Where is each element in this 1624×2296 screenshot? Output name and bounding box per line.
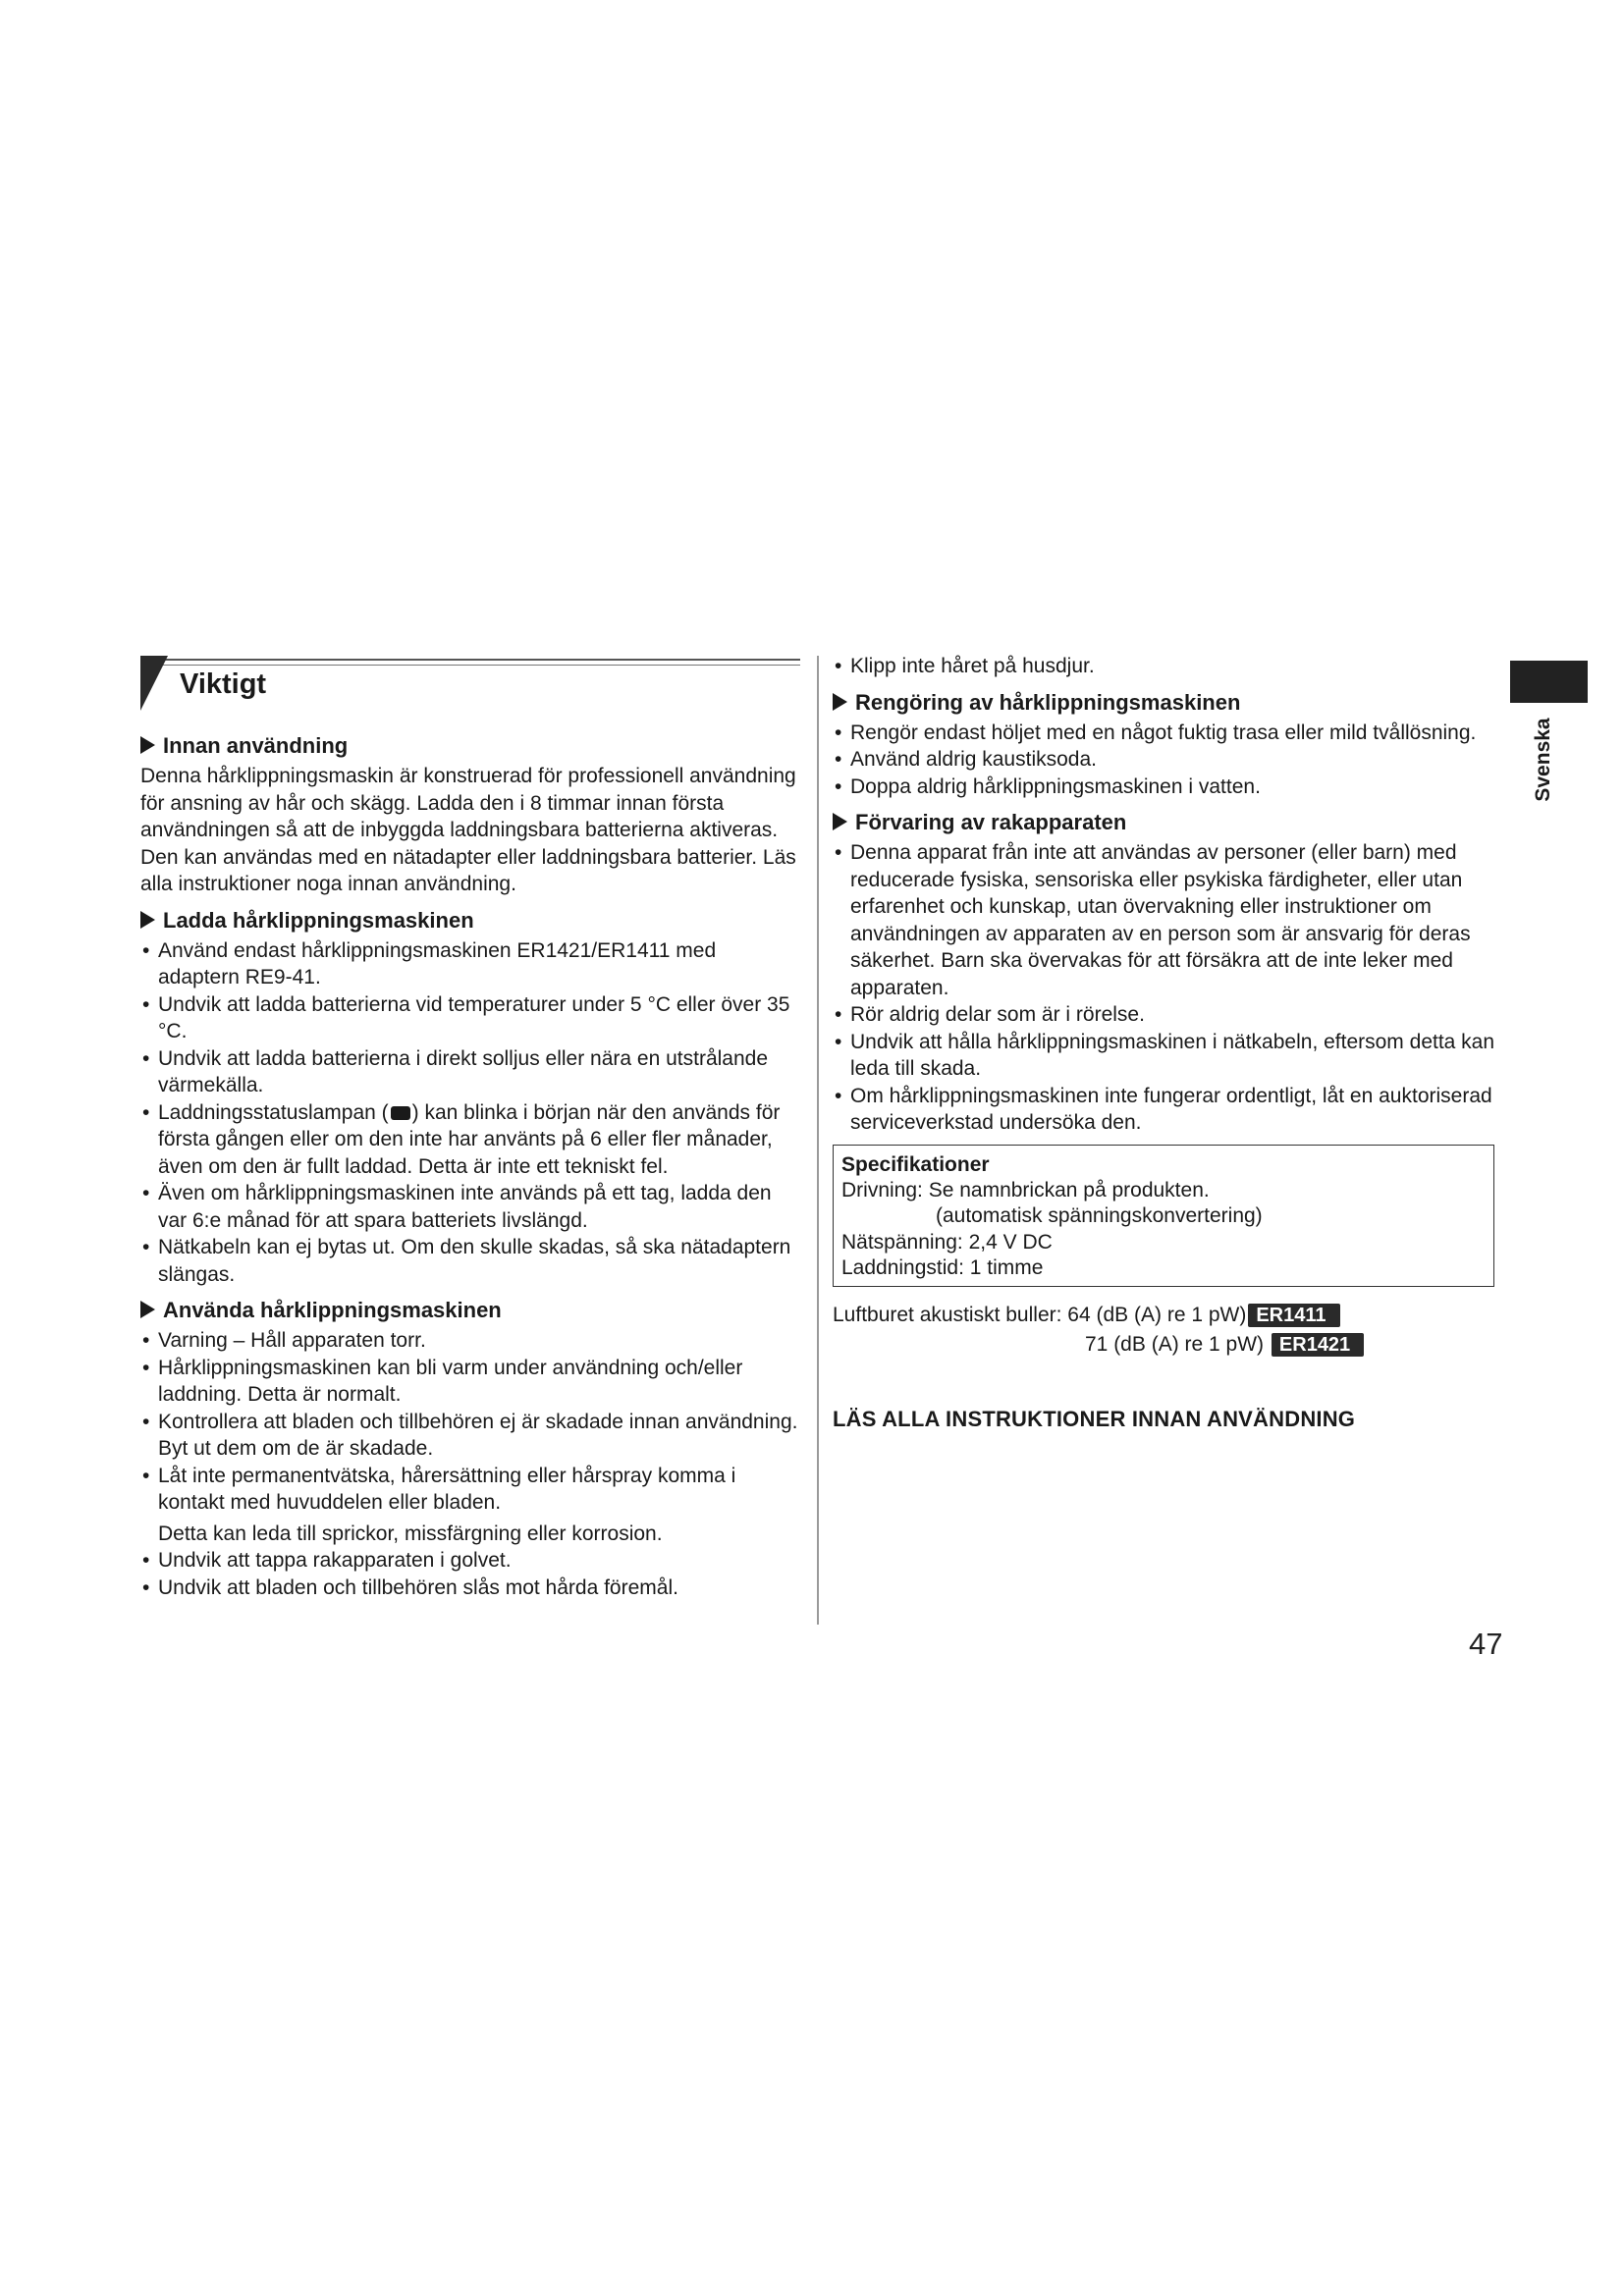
model-badge: ER1411 bbox=[1248, 1304, 1339, 1327]
list-item: • Även om hårklippningsmaskinen inte används på ett tag, ladda den var 6:e månad för att spara batteriets livslängd. bbox=[140, 1180, 800, 1234]
language-tab bbox=[1510, 661, 1588, 703]
language-label: Svenska bbox=[1532, 718, 1554, 802]
list-item: • Kontrollera att bladen och tillbehören ej är skadade innan användning. Byt ut dem om de är skadade. bbox=[140, 1409, 800, 1463]
list-item: • Låt inte permanentvätska, hårersättning eller hårspray komma i kontakt med huvuddelen eller bladen. bbox=[140, 1463, 800, 1517]
header-triangle-icon bbox=[140, 656, 168, 711]
list-item: • Varning – Håll apparaten torr. bbox=[140, 1327, 800, 1355]
arrow-icon bbox=[833, 813, 847, 830]
list-item: • Nätkabeln kan ej bytas ut. Om den skulle skadas, så ska nätadaptern slängas. bbox=[140, 1234, 800, 1288]
page-heading: Viktigt bbox=[180, 668, 267, 700]
spec-auto: (automatisk spänningskonvertering) bbox=[936, 1204, 1263, 1227]
list-item: • Undvik att hålla hårklippningsmaskinen i nätkabeln, eftersom detta kan leda till skada. bbox=[833, 1029, 1496, 1083]
list-item: • Hårklippningsmaskinen kan bli varm under användning och/eller laddning. Detta är normalt. bbox=[140, 1355, 800, 1409]
anvanda-list bbox=[140, 1327, 800, 1517]
read-all-instructions: LÄS ALLA INSTRUKTIONER INNAN ANVÄNDNING bbox=[833, 1406, 1356, 1431]
section-title-rengoring bbox=[833, 690, 1496, 716]
arrow-icon bbox=[140, 911, 155, 929]
noise-row-2 bbox=[833, 1330, 1496, 1360]
list-item: • Rör aldrig delar som är i rörelse. bbox=[833, 1001, 1496, 1029]
section-title-text: Förvaring av rakapparaten bbox=[855, 810, 1127, 834]
noise-row-1 bbox=[833, 1301, 1496, 1330]
list-item: • Undvik att ladda batterierna i direkt solljus eller nära en utstrålande värmekälla. bbox=[140, 1045, 800, 1099]
noise-label: Luftburet akustiskt buller: 64 (dB (A) re 1 pW) bbox=[833, 1303, 1247, 1326]
rengoring-list bbox=[833, 720, 1496, 801]
section-title-text: Använda hårklippningsmaskinen bbox=[163, 1298, 502, 1322]
list-item: • Använd endast hårklippningsmaskinen ER1421/ER1411 med adaptern RE9-41. bbox=[140, 937, 800, 991]
lamp-text-after: ) kan blinka i början när den används för första gången eller om den inte har använts på 6 eller fler månader, även om den är fullt laddad. Detta är inte ett tekniskt fel. bbox=[158, 1100, 781, 1178]
page-number: 47 bbox=[1469, 1627, 1503, 1661]
list-item-lamp bbox=[140, 1099, 800, 1181]
ladda-list bbox=[140, 937, 800, 1289]
list-item: • Undvik att bladen och tillbehören slås mot hårda föremål. bbox=[140, 1575, 800, 1602]
arrow-icon bbox=[140, 1301, 155, 1318]
header-rule bbox=[140, 659, 800, 661]
model-badge: ER1421 bbox=[1272, 1333, 1364, 1357]
header-rule-thin bbox=[140, 665, 800, 666]
list-item: • Rengör endast höljet med en något fuktig trasa eller mild tvållösning. bbox=[833, 720, 1496, 747]
section-title-text: Innan användning bbox=[163, 733, 349, 758]
arrow-icon bbox=[140, 736, 155, 754]
column-divider bbox=[817, 656, 819, 1625]
noise-info bbox=[833, 1301, 1496, 1360]
top-list bbox=[833, 653, 1496, 680]
list-item: • Om hårklippningsmaskinen inte fungerar ordentligt, låt en auktoriserad serviceverkstad undersöka den. bbox=[833, 1083, 1496, 1137]
viktigt-header bbox=[140, 653, 800, 712]
noise-value: 71 (dB (A) re 1 pW) bbox=[1085, 1332, 1265, 1356]
forvaring-list bbox=[833, 839, 1496, 1137]
spec-title: Specifikationer bbox=[841, 1152, 990, 1176]
list-item: • Klipp inte håret på husdjur. bbox=[833, 653, 1496, 680]
anvanda-list-2 bbox=[140, 1547, 800, 1601]
innan-paragraph: Denna hårklippningsmaskin är konstruerad för professionell användning för ansning av hår och skägg. Ladda den i 8 timmar innan första användningen så att de inbyggda laddningsbara batterierna aktiveras. Den kan användas med en nätadapter eller laddningsbara batterier. Läs alla instruktioner noga innan användning. bbox=[140, 765, 796, 895]
list-item: • Doppa aldrig hårklippningsmaskinen i vatten. bbox=[833, 774, 1496, 801]
spec-natspanning: Nätspänning: 2,4 V DC bbox=[841, 1230, 1053, 1254]
spec-laddningstid: Laddningstid: 1 timme bbox=[841, 1256, 1044, 1279]
anvanda-continuation: Detta kan leda till sprickor, missfärgning eller korrosion. bbox=[158, 1522, 663, 1545]
spec-drivning: Drivning: Se namnbrickan på produkten. bbox=[841, 1178, 1210, 1201]
specifications-box bbox=[833, 1145, 1494, 1287]
lamp-text-before: Laddningsstatuslampan ( bbox=[158, 1100, 389, 1124]
left-column bbox=[140, 653, 800, 1605]
section-title-innan bbox=[140, 733, 800, 759]
list-item: • Undvik att ladda batterierna vid temperaturer under 5 °C eller över 35 °C. bbox=[140, 991, 800, 1045]
right-column bbox=[833, 653, 1496, 1432]
list-item: • Denna apparat från inte att användas av personer (eller barn) med reducerade fysiska, sensoriska eller psykiska färdigheter, eller utan erfarenhet och kunskap, utan övervakning eller instruktioner om användningen av apparaten av en person som är ansvarig för deras säkerhet. Barn ska övervakas för att försäkra att de inte leker med apparaten. bbox=[833, 839, 1496, 1001]
charging-lamp-icon bbox=[391, 1106, 410, 1120]
list-item: • Använd aldrig kaustiksoda. bbox=[833, 746, 1496, 774]
section-title-text: Rengöring av hårklippningsmaskinen bbox=[855, 689, 1241, 715]
section-title-anvanda bbox=[140, 1298, 800, 1323]
section-title-ladda bbox=[140, 908, 800, 934]
section-title-forvaring bbox=[833, 810, 1496, 835]
arrow-icon bbox=[833, 693, 847, 711]
section-title-text: Ladda hårklippningsmaskinen bbox=[163, 907, 474, 933]
list-item: • Undvik att tappa rakapparaten i golvet. bbox=[140, 1547, 800, 1575]
